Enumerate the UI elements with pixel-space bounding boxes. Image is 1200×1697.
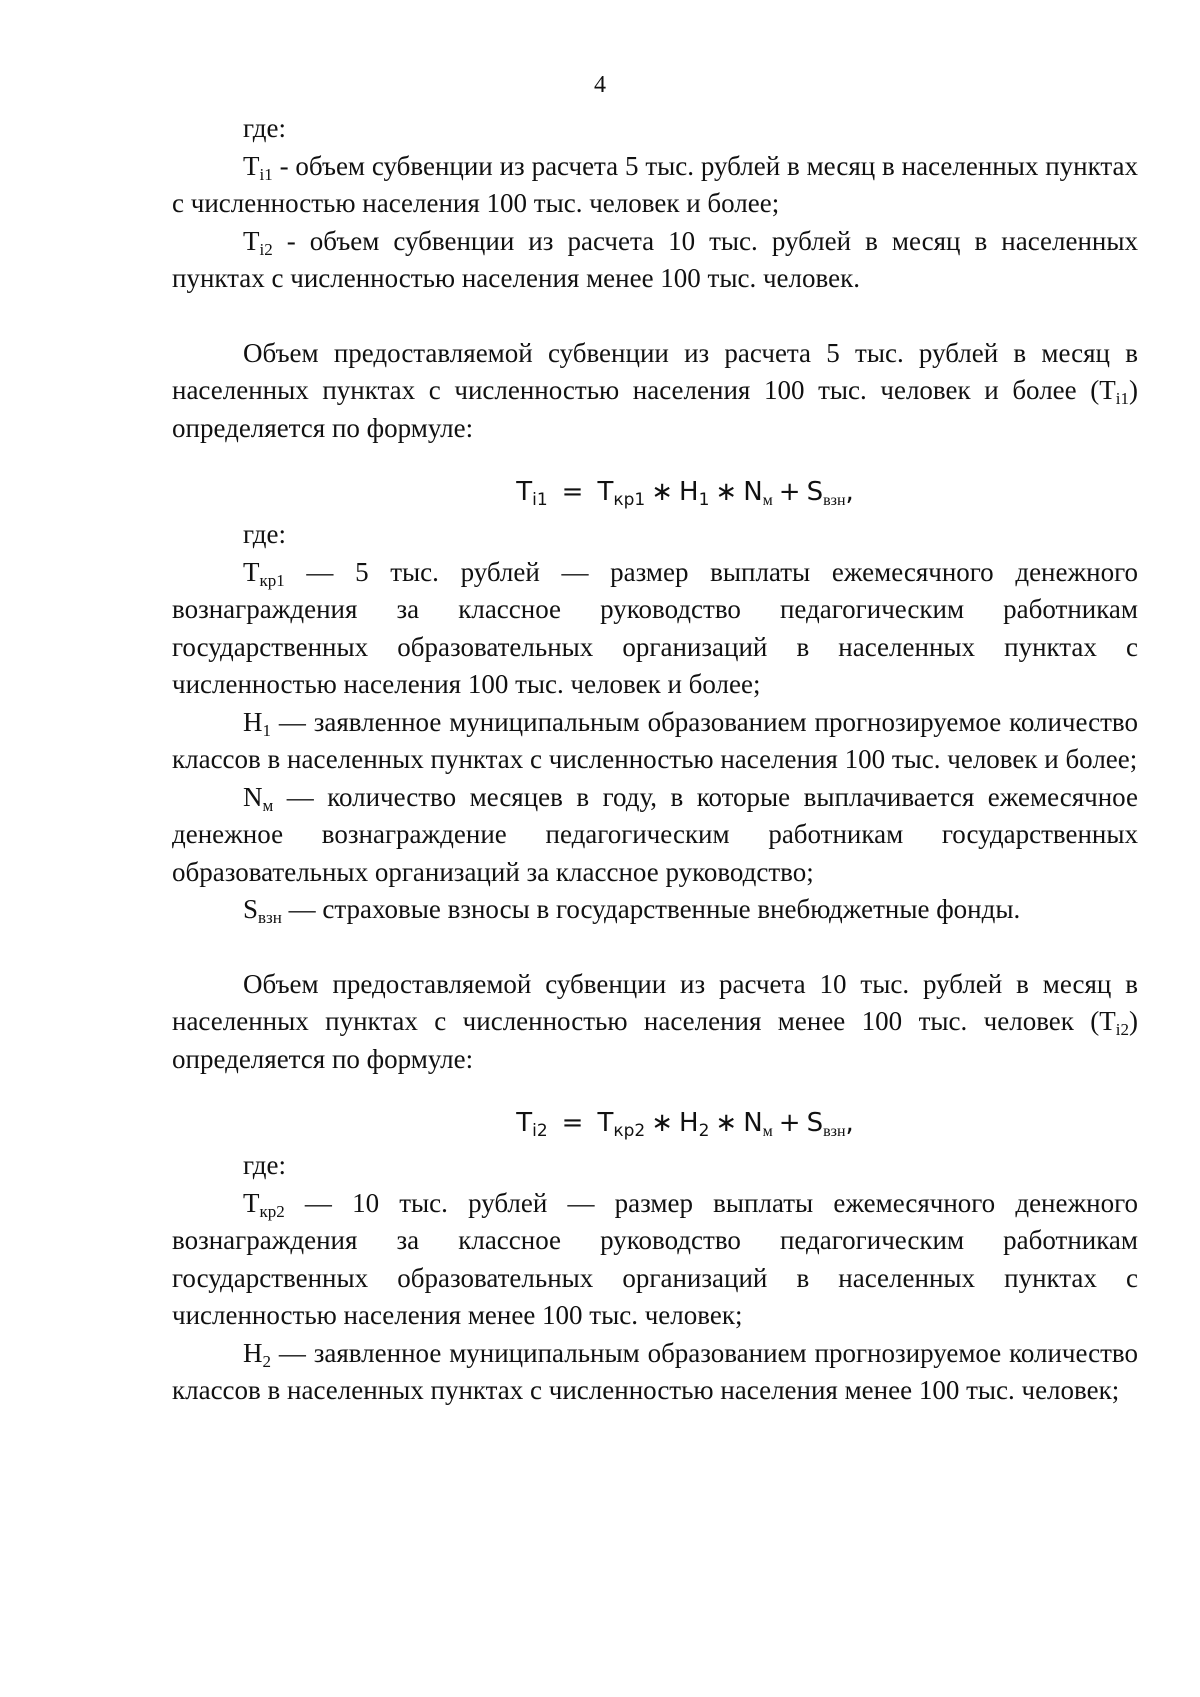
formula-1-s: S <box>806 477 824 507</box>
symbol-tkr1: T <box>243 556 260 587</box>
symbol-tkr2: T <box>243 1187 260 1218</box>
formula-1-tkr-sub: кр1 <box>613 490 646 510</box>
formula-2-lhs: T <box>516 1108 533 1138</box>
definition-ti2-text: - объем субвенции из расчета 10 тыс. рублей в месяц в населенных пунктах с численностью населения менее 100 тыс. человек. <box>172 225 1138 293</box>
formula-intro-2-text-a: Объем предоставляемой субвенции из расчета 10 тыс. рублей в месяц в населенных пунктах с численностью населения менее 100 тыс. человек (T <box>172 968 1138 1036</box>
symbol-tkr1-sub: кр1 <box>259 570 285 590</box>
formula-2-tkr-sub: кр2 <box>613 1121 646 1141</box>
formula-ti1 <box>172 468 1138 516</box>
where-label-2: где: <box>243 519 286 549</box>
definition-nm-text: — количество месяцев в году, в которые выплачивается ежемесячное денежное вознаграждение педагогическим работникам государственных образовательных организаций за классное руководство; <box>172 781 1138 887</box>
document-body <box>172 110 1138 1410</box>
formula-1-h: H <box>679 477 699 507</box>
symbol-tkr2-sub: кр2 <box>259 1201 285 1221</box>
definition-nm <box>172 779 1138 892</box>
formula-ti2 <box>172 1099 1138 1147</box>
where-label-1: где: <box>243 113 286 143</box>
definition-h1-text: — заявленное муниципальным образованием прогнозируемое количество классов в населенных пунктах с численностью населения 100 тыс. человек и более; <box>172 706 1138 774</box>
definition-h2 <box>172 1335 1138 1410</box>
symbol-nm: N <box>243 781 263 812</box>
symbol-h1: H <box>243 706 263 737</box>
symbol-ti2: T <box>243 225 260 256</box>
symbol-ti1-sub: i1 <box>259 164 273 184</box>
formula-2-tkr: T <box>597 1108 614 1138</box>
where-label-3: где: <box>243 1150 286 1180</box>
formula-1-comma: , <box>845 477 854 507</box>
formula-1-n: N <box>743 477 763 507</box>
definition-tkr2-text: — 10 тыс. рублей — размер выплаты ежемесячного денежного вознаграждения за классное руководство педагогическим работникам государственных образовательных организаций в населенных пунктах с численностью населения менее 100 тыс. человек; <box>172 1187 1138 1330</box>
formula-intro-1-text-a: Объем предоставляемой субвенции из расчета 5 тыс. рублей в месяц в населенных пунктах с численностью населения 100 тыс. человек и более (T <box>172 337 1138 405</box>
formula-1-multiply-2: ∗ <box>715 477 738 507</box>
formula-2-s-sub: взн <box>823 1123 846 1140</box>
formula-intro-1-sub: i1 <box>1115 389 1129 408</box>
definition-tkr1 <box>172 554 1138 704</box>
paragraph-gap <box>172 929 1138 966</box>
definition-ti1-text: - объем субвенции из расчета 5 тыс. рублей в месяц в населенных пунктах с численностью населения 100 тыс. человек и более; <box>172 150 1138 218</box>
formula-2-equals: = <box>561 1108 584 1138</box>
formula-1-lhs: T <box>516 477 533 507</box>
formula-intro-1 <box>172 335 1138 448</box>
formula-2-h-sub: 2 <box>698 1121 710 1141</box>
definition-h2-text: — заявленное муниципальным образованием прогнозируемое количество классов в населенных пунктах с численностью населения менее 100 тыс. человек; <box>172 1337 1138 1405</box>
formula-2-multiply-1: ∗ <box>651 1108 673 1138</box>
formula-intro-2-text-b: ) определяется по формуле: <box>172 1006 1138 1074</box>
definition-tkr2 <box>172 1185 1138 1335</box>
formula-intro-2-sub: i2 <box>1115 1020 1129 1039</box>
formula-1-equals: = <box>561 477 584 507</box>
paragraph-gap <box>172 298 1138 335</box>
formula-1-h-sub: 1 <box>698 490 710 510</box>
definition-svzn <box>172 891 1138 929</box>
formula-2-n: N <box>743 1108 763 1138</box>
formula-1-n-sub: м <box>762 492 773 509</box>
definition-ti2 <box>172 223 1138 298</box>
formula-1-multiply-1: ∗ <box>651 477 673 507</box>
formula-2-n-sub: м <box>762 1123 773 1140</box>
formula-2-lhs-sub: i2 <box>532 1121 548 1141</box>
symbol-h1-sub: 1 <box>262 720 271 740</box>
symbol-svzn-sub: взн <box>258 908 282 927</box>
definition-svzn-text: — страховые взносы в государственные внебюджетные фонды. <box>281 894 1021 924</box>
symbol-h2: H <box>243 1337 263 1368</box>
definition-tkr1-text: — 5 тыс. рублей — размер выплаты ежемесячного денежного вознаграждения за классное руководство педагогическим работникам государственных образовательных организаций в населенных пунктах с численностью населения 100 тыс. человек и более; <box>172 556 1138 699</box>
formula-2-plus: + <box>778 1108 801 1138</box>
formula-intro-2 <box>172 966 1138 1079</box>
formula-intro-1-text-b: ) определяется по формуле: <box>172 375 1138 443</box>
formula-2-comma: , <box>845 1108 854 1138</box>
symbol-h2-sub: 2 <box>262 1351 271 1371</box>
formula-1-s-sub: взн <box>823 492 846 509</box>
symbol-svzn: S <box>243 894 259 924</box>
formula-2-multiply-2: ∗ <box>715 1108 738 1138</box>
symbol-ti1: T <box>243 150 260 181</box>
symbol-ti2-sub: i2 <box>259 239 273 259</box>
definition-ti1 <box>172 148 1138 223</box>
definition-h1 <box>172 704 1138 779</box>
formula-1-lhs-sub: i1 <box>532 490 548 510</box>
formula-2-s: S <box>806 1108 824 1138</box>
formula-1-plus: + <box>778 477 801 507</box>
symbol-nm-sub: м <box>262 795 274 815</box>
formula-1-tkr: T <box>597 477 614 507</box>
page-number: 4 <box>594 72 606 98</box>
formula-2-h: H <box>679 1108 699 1138</box>
